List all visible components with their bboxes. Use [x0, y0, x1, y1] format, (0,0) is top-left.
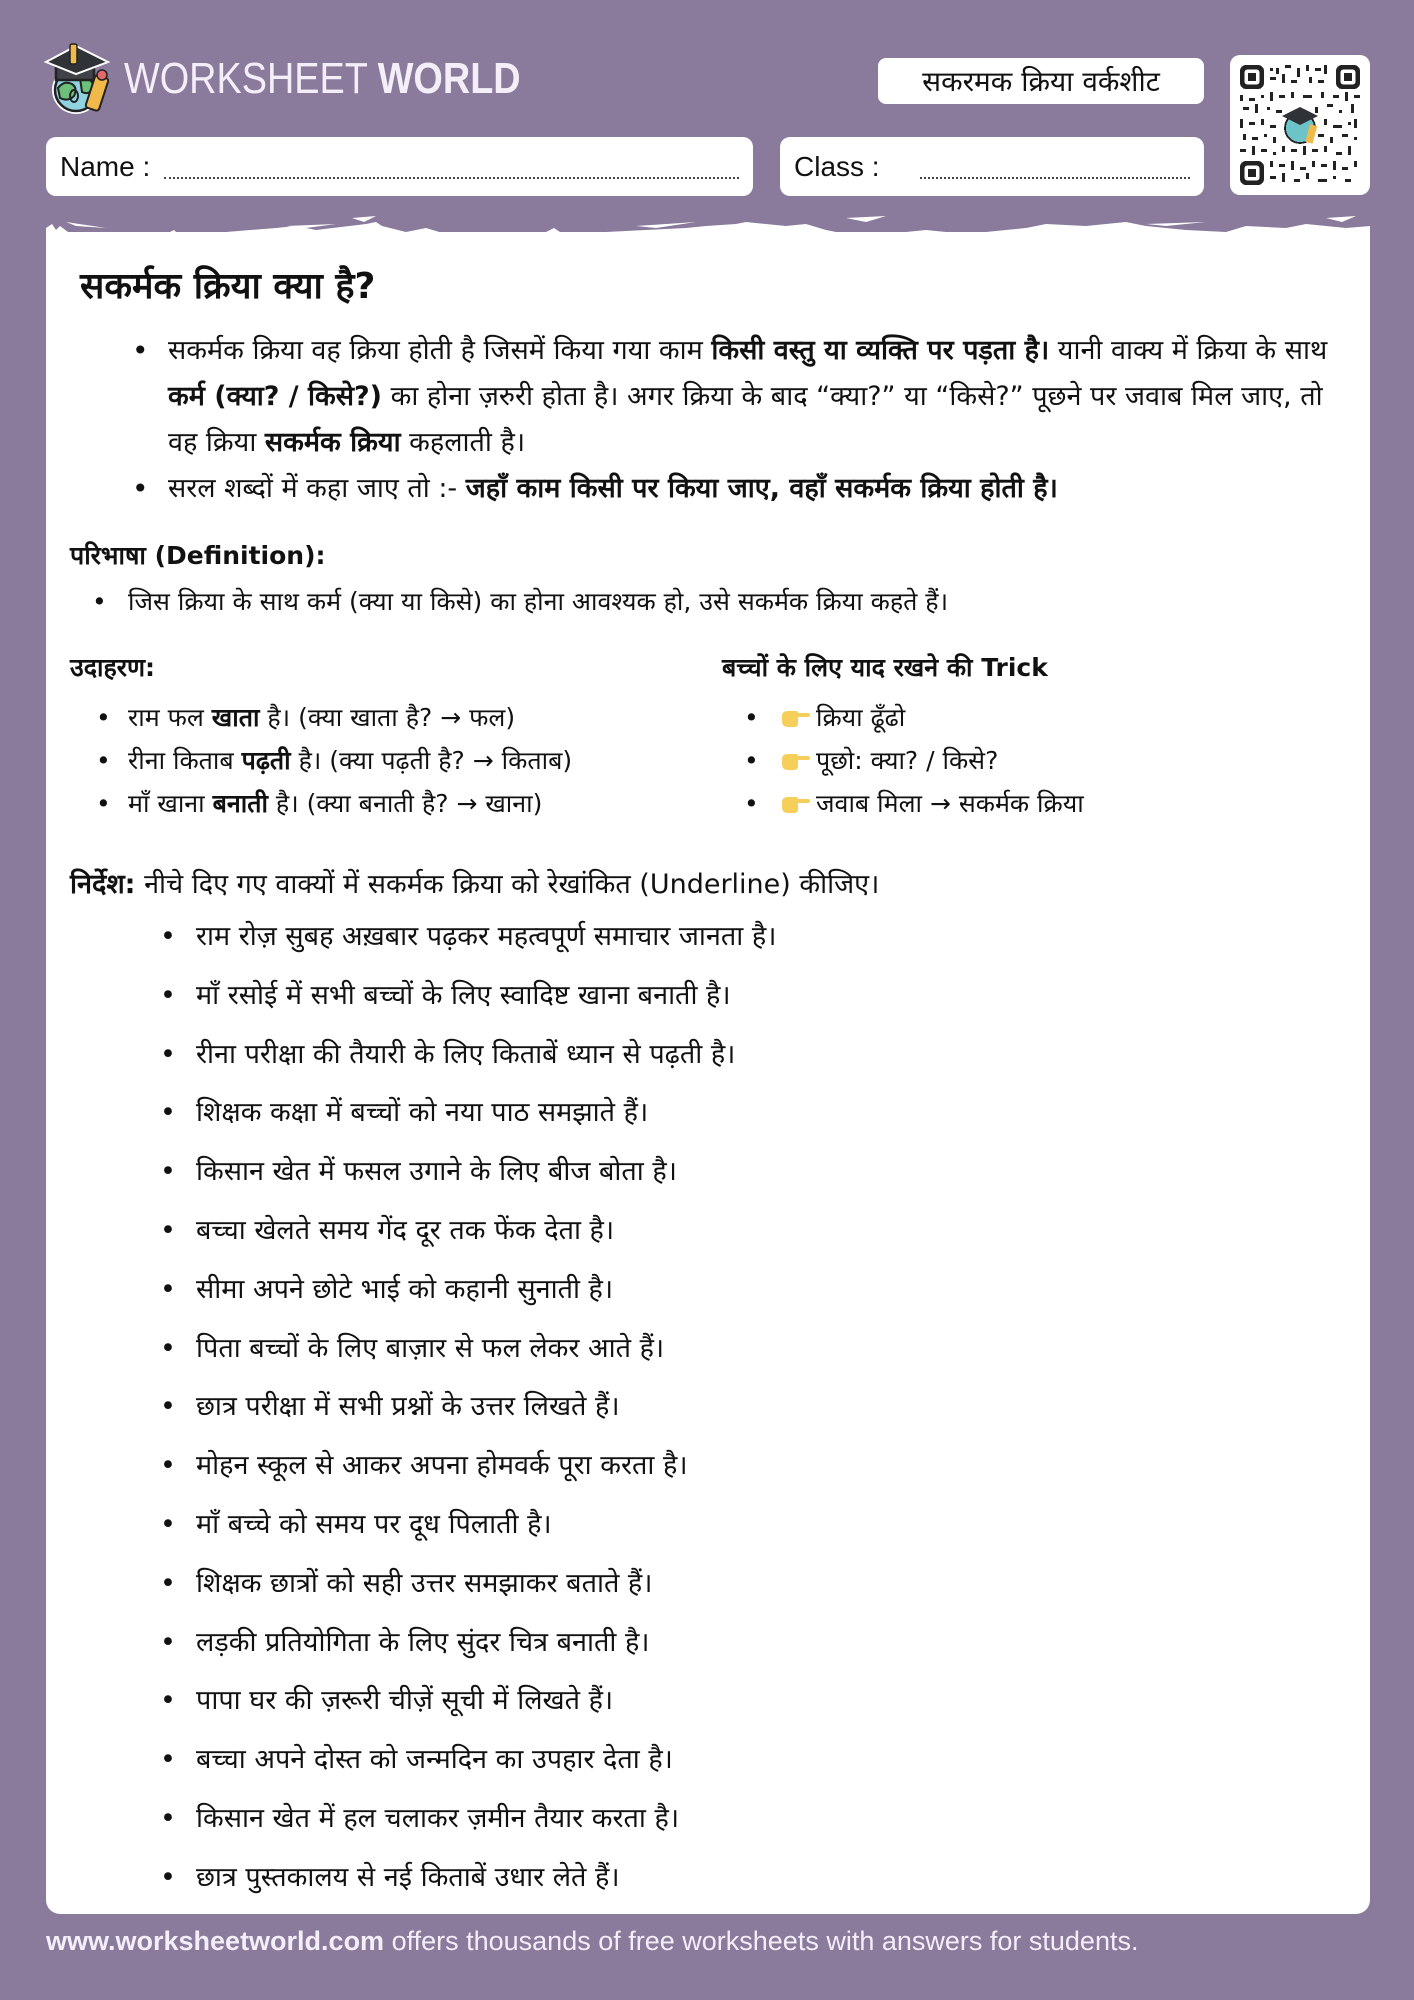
- worksheet-title-badge: सकरमक क्रिया वर्कशीट: [878, 58, 1204, 104]
- definition-title: परिभाषा (Definition):: [70, 541, 326, 570]
- exercise-sentence[interactable]: • माँ बच्चे को समय पर दूध पिलाती है।: [160, 1496, 776, 1555]
- exercise-sentence[interactable]: • माँ रसोई में सभी बच्चों के लिए स्वादिष्ट खाना बनाती है।: [160, 967, 776, 1026]
- exercise-sentence[interactable]: • छात्र पुस्तकालय से नई किताबें उधार लेते हैं।: [160, 1849, 776, 1908]
- brand-name-bold: WORLD: [377, 54, 521, 103]
- trick-list: [744, 696, 1084, 825]
- brand-name-thin: WORKSHEET: [124, 54, 368, 103]
- class-field[interactable]: [780, 137, 1204, 196]
- name-input-line[interactable]: [164, 177, 739, 179]
- intro-item: • सकर्मक क्रिया वह क्रिया होती है जिसमें किया गया काम किसी वस्तु या व्यक्ति पर पड़ता है। यानी वाक्य में क्रिया के साथ कर्म (क्या? / किसे?) का होना ज़रुरी होता है। अगर क्रिया के बाद “क्या?” या “किसे?” पूछने पर जवाब मिल जाए, तो वह क्रिया सकर्मक क्रिया कहलाती है।: [132, 328, 1332, 466]
- name-field[interactable]: [46, 137, 753, 196]
- examples-list: [96, 696, 572, 825]
- instruction-text: नीचे दिए गए वाक्यों में सकर्मक क्रिया को रेखांकित (Underline) कीजिए।: [135, 869, 880, 900]
- footer-site-link[interactable]: www.worksheetworld.com: [46, 1926, 385, 1956]
- pointing-hand-icon: [780, 751, 810, 771]
- torn-paper-edge: [46, 214, 1370, 246]
- pointing-hand-icon: [780, 794, 810, 814]
- trick-item: • क्रिया ढूँढो: [744, 696, 1084, 739]
- intro-list: [132, 328, 1332, 512]
- footer-text: offers thousands of free worksheets with answers for students.: [384, 1926, 1139, 1956]
- exercise-sentence[interactable]: • किसान खेत में हल चलाकर ज़मीन तैयार करता है।: [160, 1790, 776, 1849]
- example-item: • माँ खाना बनाती है। (क्या बनाती है? → खाना): [96, 782, 572, 825]
- definition-list: [92, 582, 948, 622]
- exercise-sentence[interactable]: • किसान खेत में फसल उगाने के लिए बीज बोता है।: [160, 1143, 776, 1202]
- trick-item: • जवाब मिला → सकर्मक क्रिया: [744, 782, 1084, 825]
- exercise-sentence[interactable]: • रीना परीक्षा की तैयारी के लिए किताबें ध्यान से पढ़ती है।: [160, 1026, 776, 1085]
- pointing-hand-icon: [780, 708, 810, 728]
- intro-item: • सरल शब्दों में कहा जाए तो :- जहाँ काम किसी पर किया जाए, वहाँ सकर्मक क्रिया होती है।: [132, 466, 1332, 512]
- trick-item: • पूछो: क्या? / किसे?: [744, 739, 1084, 782]
- page-title: सकर्मक क्रिया क्या है?: [80, 266, 376, 307]
- exercise-sentence[interactable]: • बच्चा खेलते समय गेंद दूर तक फेंक देता है।: [160, 1202, 776, 1261]
- footer: [46, 1926, 1138, 1957]
- qr-code[interactable]: [1230, 55, 1370, 195]
- instruction-label: निर्देश:: [70, 869, 136, 900]
- brand-name: [124, 54, 521, 104]
- name-label: Name :: [60, 150, 151, 182]
- trick-title: बच्चों के लिए याद रखने की Trick: [722, 653, 1048, 682]
- exercise-sentence[interactable]: • बच्चा अपने दोस्त को जन्मदिन का उपहार देता है।: [160, 1731, 776, 1790]
- exercise-sentence[interactable]: • पिता बच्चों के लिए बाज़ार से फल लेकर आते हैं।: [160, 1320, 776, 1379]
- examples-title: उदाहरण:: [70, 653, 156, 682]
- exercise-sentence[interactable]: • शिक्षक छात्रों को सही उत्तर समझाकर बताते हैं।: [160, 1555, 776, 1614]
- qr-code-icon: [1240, 65, 1360, 185]
- example-item: • राम फल खाता है। (क्या खाता है? → फल): [96, 696, 572, 739]
- exercise-sentence[interactable]: • सीमा अपने छोटे भाई को कहानी सुनाती है।: [160, 1261, 776, 1320]
- brand-logo: [44, 40, 585, 118]
- exercise-sentence[interactable]: • पापा घर की ज़रूरी चीज़ें सूची में लिखते हैं।: [160, 1672, 776, 1731]
- graduation-globe-pencil-icon: [44, 40, 116, 118]
- exercise-sentence[interactable]: • लड़की प्रतियोगिता के लिए सुंदर चित्र बनाती है।: [160, 1614, 776, 1673]
- class-input-line[interactable]: [920, 177, 1190, 179]
- class-label: Class :: [794, 150, 880, 182]
- exercise-sentence-list: [160, 908, 776, 1908]
- example-item: • रीना किताब पढ़ती है। (क्या पढ़ती है? → किताब): [96, 739, 572, 782]
- qr-center-logo: [1282, 107, 1318, 144]
- instruction: [70, 864, 879, 901]
- definition-item: • जिस क्रिया के साथ कर्म (क्या या किसे) का होना आवश्यक हो, उसे सकर्मक क्रिया कहते हैं।: [92, 582, 948, 622]
- exercise-sentence[interactable]: • राम रोज़ सुबह अख़बार पढ़कर महत्वपूर्ण समाचार जानता है।: [160, 908, 776, 967]
- exercise-sentence[interactable]: • छात्र परीक्षा में सभी प्रश्नों के उत्तर लिखते हैं।: [160, 1378, 776, 1437]
- exercise-sentence[interactable]: • शिक्षक कक्षा में बच्चों को नया पाठ समझाते हैं।: [160, 1084, 776, 1143]
- exercise-sentence[interactable]: • मोहन स्कूल से आकर अपना होमवर्क पूरा करता है।: [160, 1437, 776, 1496]
